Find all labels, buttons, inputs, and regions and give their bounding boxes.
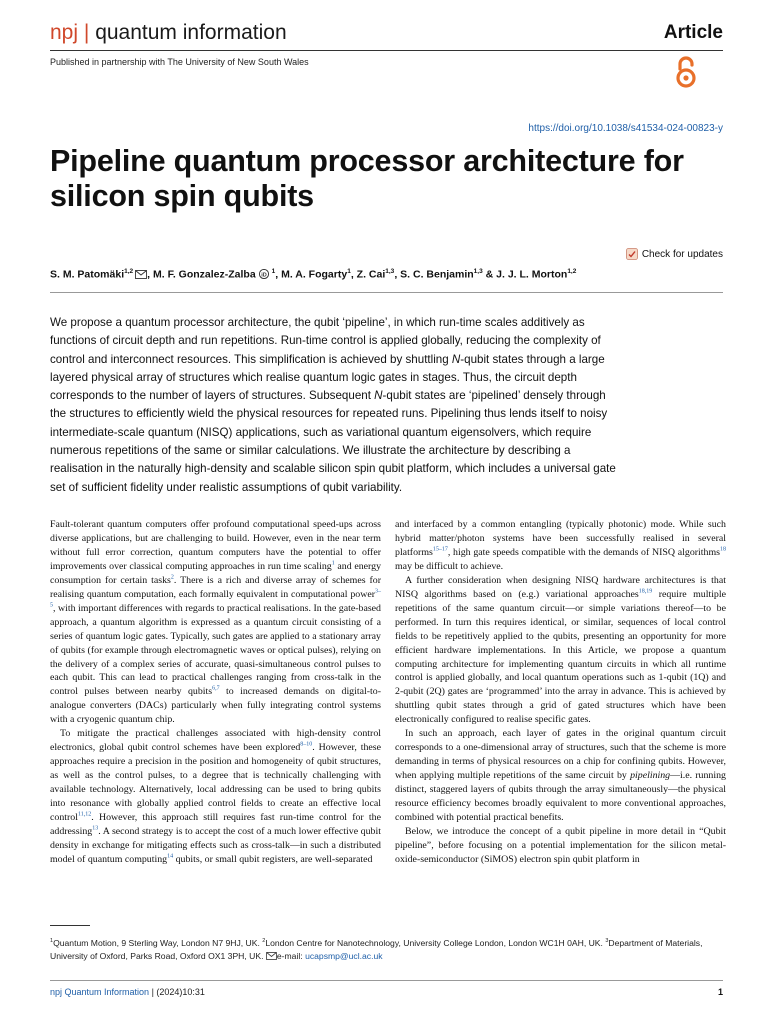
orcid-icon[interactable] [259, 269, 269, 279]
body-column-right [395, 518, 726, 867]
email-icon[interactable] [135, 270, 147, 279]
partnership-note: Published in partnership with The University of New South Wales [50, 57, 309, 67]
check-updates-label: Check for updates [641, 248, 723, 260]
author-name[interactable]: S. C. Benjamin [400, 268, 474, 281]
author-divider [50, 292, 723, 293]
body-paragraph: A further consideration when designing NISQ hardware architectures is that NISQ algorithms based on (e.g.) variational approaches$^{18,19}$ require multiple repetitions of the same quantum circuit—or simple variations thereof—to be performed. In turn this requires identical, or similar, sequences of local control fields to be repetitively applied to the qubits, presenting an opportunity for more efficient hardware implementations. In this Article, we propose a quantum computing architecture for implementing quantum circuits in which all runtime control is applied globally, and local quantum operations such as 1-qubit (1Q) and 2-qubit (2Q) gates are ‘programmed’ into the array in advance. This is achieved by shuttling qubit states through a grid of gated structures which have been electronically configured to realise specific gates. [395, 574, 726, 726]
body-paragraph: Below, we introduce the concept of a qubit pipeline in more detail in “Qubit pipeline”, before focusing on a potential implementation for the silicon metal-oxide-semiconductor (SiMOS) electron spin qubit platform in [395, 825, 726, 865]
reference-link[interactable]: 14 [167, 853, 174, 860]
author-affiliation-sup: 1,2 [124, 268, 134, 275]
author-affiliation-sup: 1 [347, 268, 351, 275]
reference-link[interactable]: 1 [331, 560, 335, 567]
svg-text:iD: iD [260, 271, 267, 278]
page-number: 1 [717, 987, 723, 997]
article-type-label: Article [663, 22, 723, 43]
affiliations: $^1$Quantum Motion, 9 Sterling Way, London N7 9HJ, UK. $^2$London Centre for Nanotechnology, University College London, London WC1H 0AH, UK. $^3$Department of Materials, University of Oxford, Parks Road, Oxford OX1 3PH, UK. e-mail: ucapsmp@ucl.ac.uk [50, 937, 703, 961]
reference-link[interactable]: 15–17 [432, 546, 448, 553]
body-paragraph: and interfaced by a common entangling (typically photonic) mode. While such hybrid matter/photon systems have been successfully realised in several platforms$^{15-17}$, high gate speeds compatible with the demands of NISQ algorithms$^{18}$ may be difficult to achieve. [395, 519, 726, 572]
author-affiliation-sup: 1,3 [473, 268, 483, 275]
author-name[interactable]: S. M. Patomäki [50, 268, 125, 281]
reference-link[interactable]: 6,7 [212, 686, 220, 693]
doi-link[interactable]: https://doi.org/10.1038/s41534-024-00823-y [528, 123, 723, 134]
email-icon [266, 952, 277, 960]
check-updates-icon [626, 248, 638, 260]
author-name[interactable]: M. F. Gonzalez-Zalba [153, 268, 256, 281]
reference-link[interactable]: 11,12 [77, 811, 92, 818]
author-affiliation-sup: 1 [271, 268, 276, 275]
body-paragraph: To mitigate the practical challenges associated with high-density control electronics, global qubit control schemes have been explored$^{8-10}$. However, these approaches require a precision in the position and homogeneity of qubit structures, as well as the control pulses, to a degree that is technically challenging with available technology. Alternatively, local addressing can be used to bring qubits into resonance with globally applied control fields to create an effective local control$^{11,12}$. However, this approach still requires fast run-time control for the addressing$^{13}$. A second strategy is to accept the cost of a much lower effective qubit density in exchange for mitigating effects such as cross-talk—in such a distributed model of quantum computing$^{14}$ qubits, or small qubit registers, are well-separated [50, 728, 381, 865]
reference-link[interactable]: 2 [170, 574, 174, 581]
footer-citation [50, 987, 205, 997]
footer-divider [50, 980, 723, 981]
header-divider [50, 50, 723, 51]
brand-name: quantum information [95, 21, 287, 44]
article-title: Pipeline quantum processor architecture for silicon spin qubits [50, 144, 684, 213]
reference-link[interactable]: 13 [92, 825, 99, 832]
footer-citation-text: | (2024)10:31 [149, 987, 205, 997]
email-label: e-mail: [276, 950, 306, 961]
author-name[interactable]: J. J. L. Morton [496, 268, 568, 281]
reference-link[interactable]: 3–5 [50, 588, 381, 609]
email-link[interactable]: ucapsmp@ucl.ac.uk [305, 950, 383, 961]
abstract: We propose a quantum processor architecture, the qubit ‘pipeline’, in which run-time scales additively as functions of circuit depth and run repetitions. Run-time control is applied globally, reducing the complexity of control and interconnect resources. This simplification is achieved by shuttling N-qubit states through a large layered physical array of structures which realise quantum logic gates in stages. Thus, the circuit depth corresponds to the number of layers of structures. Subsequent N-qubit states are ‘pipelined’ densely through the structures to efficiently wield the physical resources for repeated runs. Pipelining thus lends itself to noisy intermediate-scale quantum (NISQ) applications, such as variational quantum eigensolvers, which require numerous repetitions of the same or similar calculations. We illustrate the architecture by describing a realisation in the naturally high-density and scalable silicon spin qubit platform, which includes a universal gate set of sufficient fidelity under realistic assumptions of qubit variability. [50, 316, 616, 494]
author-affiliation-sup: 1,3 [385, 268, 395, 275]
author-name[interactable]: Z. Cai [356, 268, 386, 281]
brand-npj: npj [50, 21, 79, 44]
body-paragraph: In such an approach, each layer of gates in the original quantum circuit corresponds to a one-dimensional array of structures, such that the scheme is more demanding in terms of physical resources on a chip for confining qubits. However, when applying multiple repetitions of the same circuit by pipelining—i.e. running distinct, staggered layers of qubits through the array simultaneously—the physical resource efficiency becomes broadly equivalent to more conventional approaches, combined with potential practical benefits. [395, 728, 726, 824]
body-paragraph: Fault-tolerant quantum computers offer profound computational speed-ups across diverse applications, but are challenging to build. However, even in the near term without full error correction, quantum computers have the potential to offer improvements over classical computing approaches in run time scaling$^1$ and energy consumption for certain tasks$^2$. There is a rich and diverse array of schemes for realising quantum computation, each formally equivalent in computational power$^{3-5}$, with important differences with regards to practical realisations. In the gate-based approach, a quantum algorithm is expressed as a quantum circuit consisting of a series of quantum logic gates. Typically, such gates are applied to a stationary array of qubits (for example through electromagnetic waves or optical pulses), relying on the delivery of a complex series of accurate, quasi-simultaneous control pulses to each qubit. This can lead to practical challenges ranging from cross-talk in the control pulses between nearby qubits$^{6,7}$ to increased demands on digital-to-analogue converters (DACs) particularly when fully integrating control systems with a cryogenic quantum chip. [50, 519, 382, 726]
reference-link[interactable]: 8–10 [300, 741, 313, 748]
check-updates-button[interactable] [626, 248, 723, 260]
footer-journal-link[interactable]: npj Quantum Information [50, 987, 150, 997]
reference-link[interactable]: 18,19 [638, 588, 653, 595]
reference-link[interactable]: 18 [720, 546, 726, 553]
brand-separator: | [83, 21, 90, 44]
author-affiliation-sup: 1,2 [567, 268, 577, 275]
author-list: S. M. Patomäki$^{1,2}$ , M. F. Gonzalez-Zalba iD $^1$, M. A. Fogarty$^1$, Z. Cai$^{1,3}$, S. C. Benjamin$^{1,3}$ & J. J. L. Morton$^{1,2}$ [50, 268, 577, 281]
journal-brand[interactable] [50, 20, 287, 46]
footnote-divider [50, 925, 90, 926]
body-column-left [50, 518, 381, 867]
open-access-icon[interactable] [674, 54, 698, 90]
author-name[interactable]: M. A. Fogarty [281, 268, 348, 281]
